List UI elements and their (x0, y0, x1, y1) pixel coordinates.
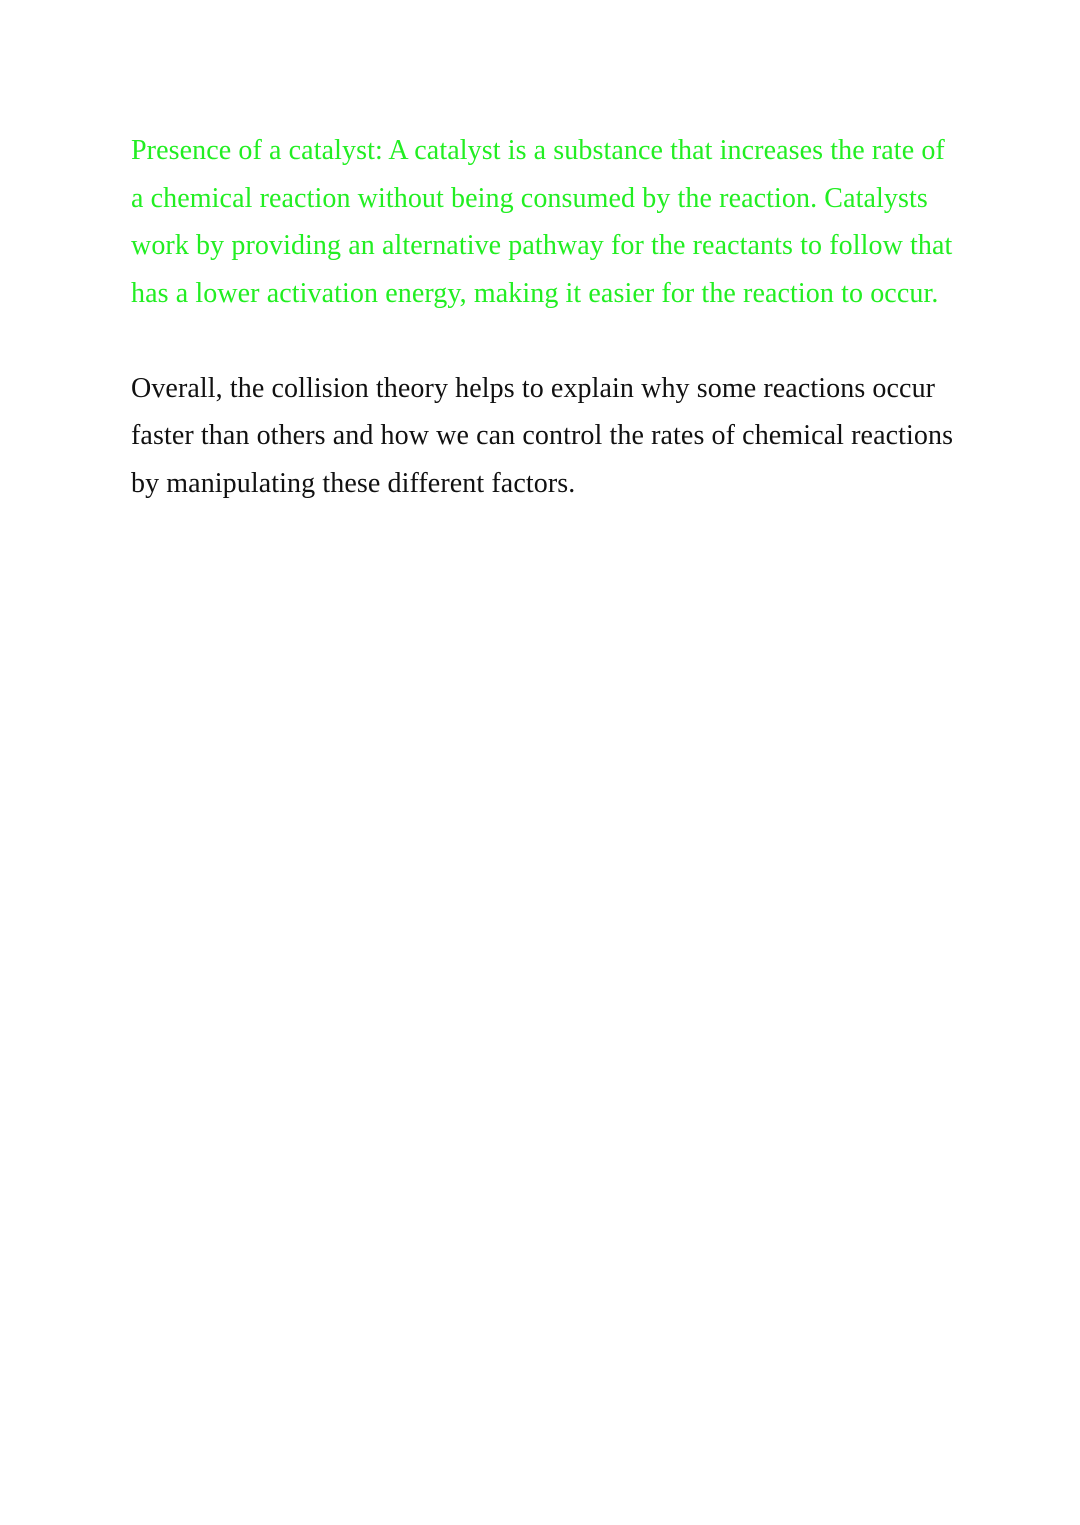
catalyst-paragraph: Presence of a catalyst: A catalyst is a substance that increases the rate of a chemical reaction without being consumed by the reaction. Catalysts work by providing an alternative pathway for the reactants to follow that has a lower activation energy, making it easier for the reaction to occur. (131, 135, 953, 309)
document-body (131, 127, 961, 507)
overall-paragraph: Overall, the collision theory helps to explain why some reactions occur faster than others and how we can control the rates of chemical reactions by manipulating these different factors. (131, 372, 954, 499)
